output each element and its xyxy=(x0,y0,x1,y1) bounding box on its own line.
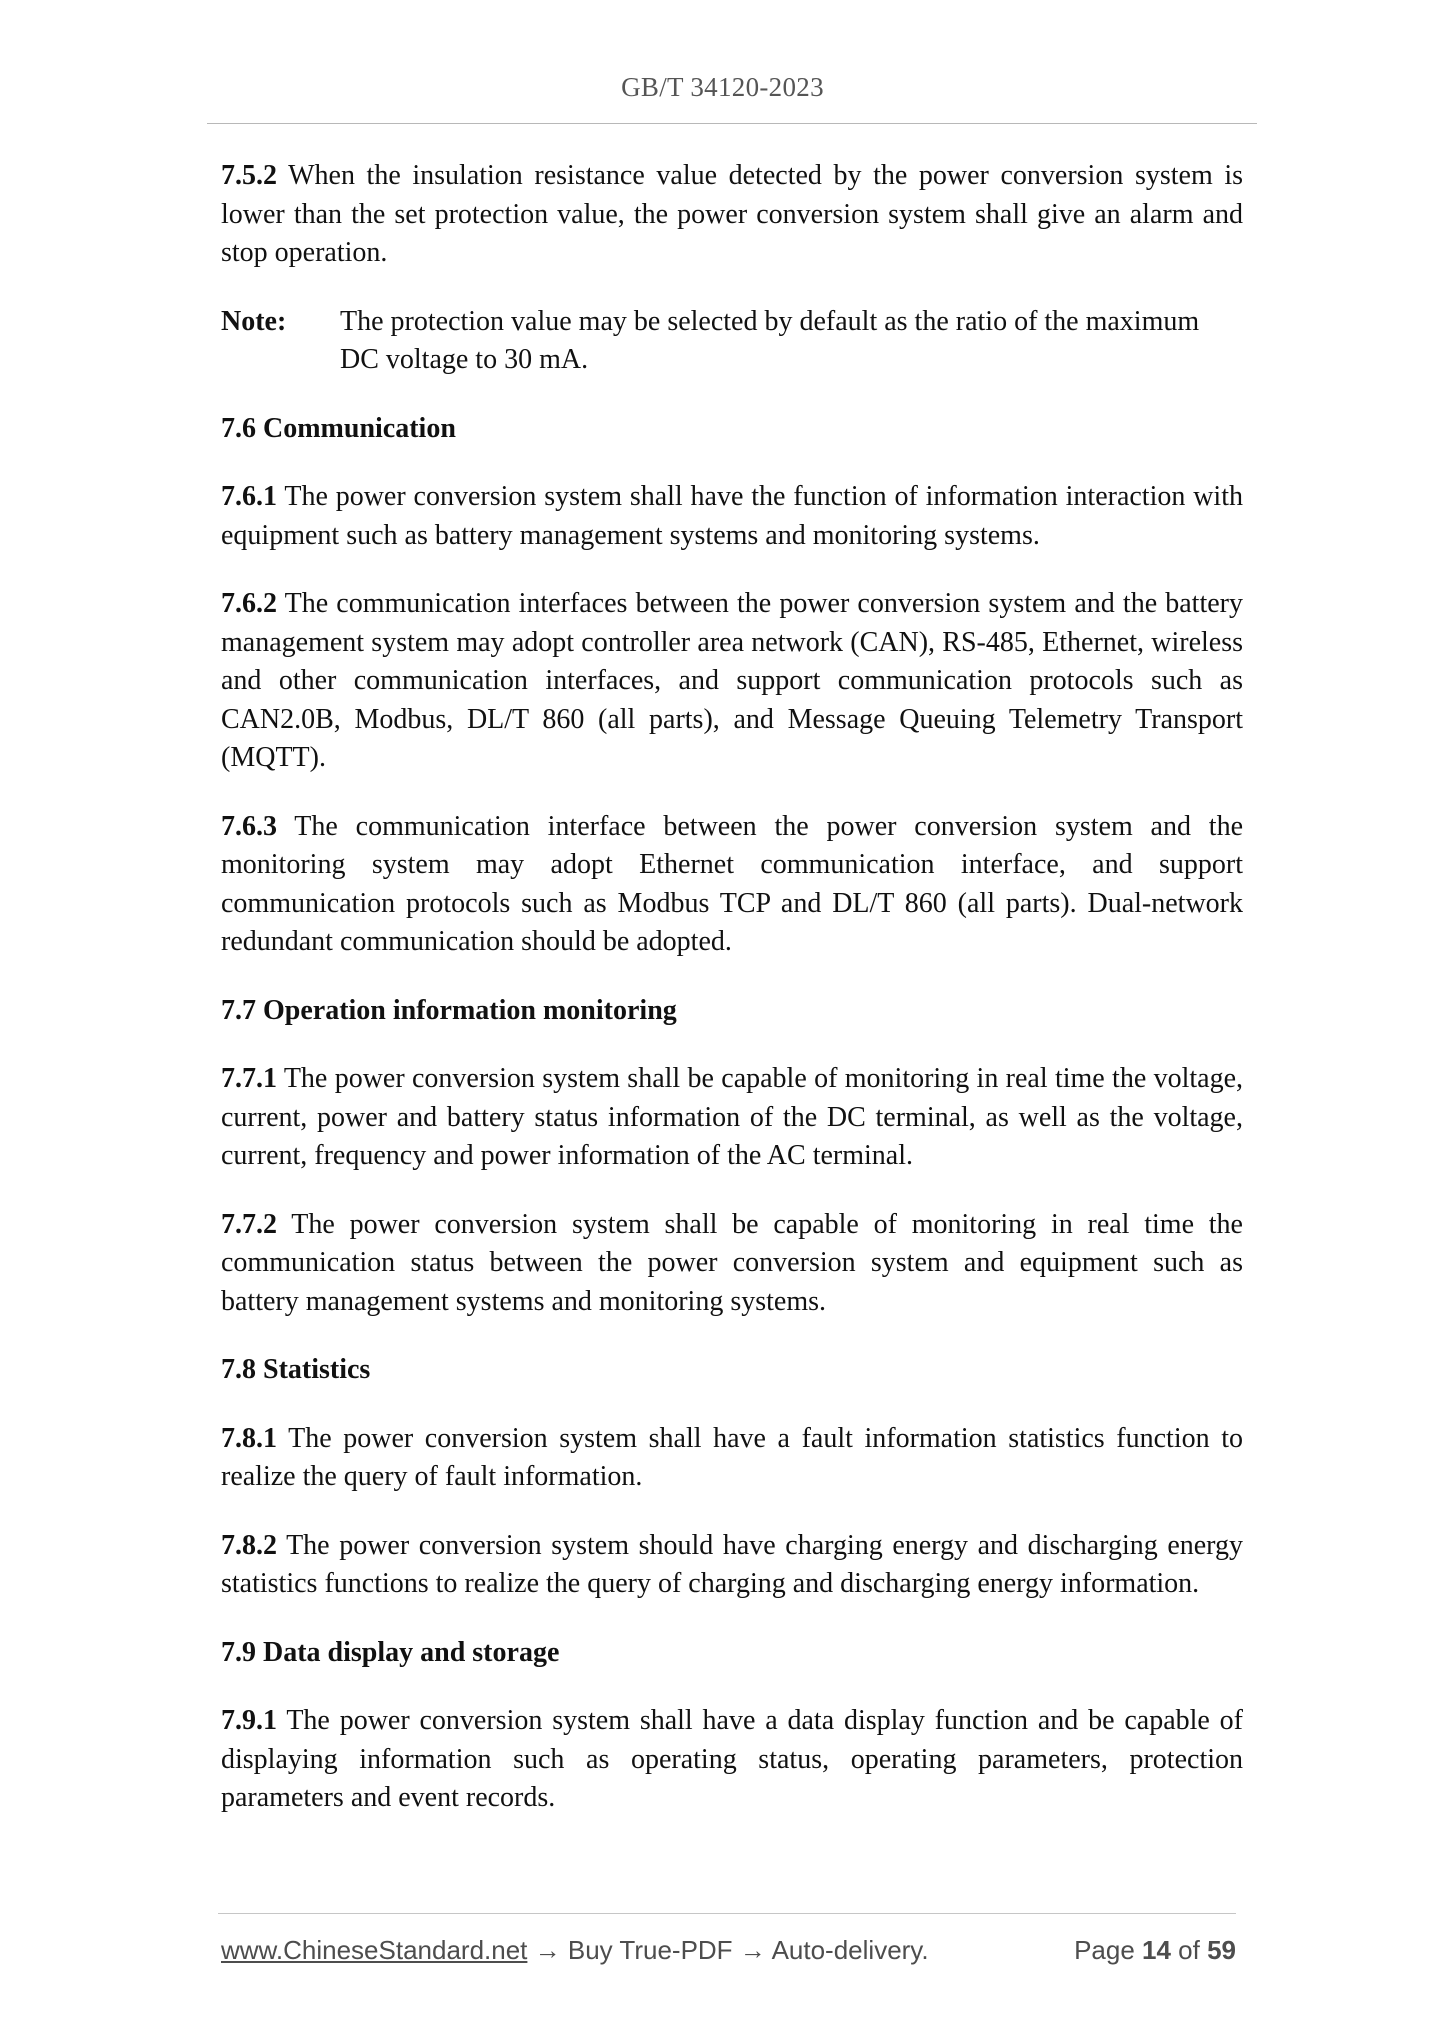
clause-number: 7.9.1 xyxy=(221,1705,277,1736)
clause-7-6-2 xyxy=(221,585,1243,778)
website-link[interactable]: www.ChineseStandard.net xyxy=(221,1935,528,1965)
page-number xyxy=(1074,1935,1236,1966)
clause-text: The power conversion system shall have a fault information statistics function to realize the query of fault information. xyxy=(221,1422,1243,1492)
clause-text: The power conversion system shall be capable of monitoring in real time the communication status between the power conversion system and equipment such as battery management systems and monitoring systems. xyxy=(221,1208,1243,1317)
clause-text: The power conversion system shall have a data display function and be capable of displaying information such as operating status, operating parameters, protection parameters and event records. xyxy=(221,1705,1243,1813)
section-heading-7-8: 7.8 Statistics xyxy=(221,1354,371,1385)
clause-7-6-1 xyxy=(221,478,1243,555)
clause-number: 7.6.3 xyxy=(221,810,277,842)
clause-number: 7.8.2 xyxy=(221,1529,277,1561)
header-divider xyxy=(207,123,1257,124)
clause-number: 7.7.2 xyxy=(221,1208,277,1240)
page-header: GB/T 34120-2023 xyxy=(621,72,824,102)
clause-number: 7.8.1 xyxy=(221,1422,277,1454)
clause-7-6-3 xyxy=(221,808,1243,962)
section-heading-7-6: 7.6 Communication xyxy=(221,412,456,444)
note-block xyxy=(221,303,1243,380)
clause-text: The power conversion system should have charging energy and discharging energy statistics functions to realize the query of charging and discharging energy information. xyxy=(221,1529,1243,1599)
clause-text: The power conversion system shall have the function of information interaction with equipment such as battery management systems and monitoring systems. xyxy=(221,481,1243,551)
clause-number: 7.5.2 xyxy=(221,160,277,191)
clause-7-5-2 xyxy=(221,157,1243,273)
page-content xyxy=(221,157,1243,1848)
footer-promo xyxy=(221,1935,929,1966)
clause-7-8-2 xyxy=(221,1527,1243,1604)
page-footer xyxy=(221,1935,1236,1966)
page-of-label: of xyxy=(1170,1935,1208,1965)
clause-7-9-1 xyxy=(221,1702,1243,1818)
clause-text: The communication interfaces between the power conversion system and the battery management system may adopt controller area network (CAN), RS-485, Ethernet, wireless and other communication interfaces, and support communication protocols such as CAN2.0B, Modbus, DL/T 860 (all parts), and Message Queuing Telemetry Transport (MQTT). xyxy=(221,588,1243,773)
clause-number: 7.6.1 xyxy=(221,481,277,512)
clause-number: 7.7.1 xyxy=(221,1063,277,1094)
clause-7-8-1 xyxy=(221,1420,1243,1497)
page-current: 14 xyxy=(1142,1935,1171,1965)
section-heading-7-9: 7.9 Data display and storage xyxy=(221,1636,560,1668)
clause-text: The communication interface between the power conversion system and the monitoring system may adopt Ethernet communication interface, and support communication protocols such as Modbus TCP and DL/T 860 (all parts). Dual-network redundant communication should be adopted. xyxy=(221,810,1243,957)
note-text: The protection value may be selected by default as the ratio of the maximum DC voltage to 30 mA. xyxy=(340,305,1200,375)
page-label: Page xyxy=(1074,1935,1143,1965)
clause-text: The power conversion system shall be capable of monitoring in real time the voltage, current, power and battery status information of the DC terminal, as well as the voltage, current, frequency and power information of the AC terminal. xyxy=(221,1063,1243,1171)
clause-7-7-2 xyxy=(221,1206,1243,1322)
clause-number: 7.6.2 xyxy=(221,588,277,619)
footer-divider xyxy=(218,1913,1236,1914)
footer-promo-text: → Buy True-PDF → Auto-delivery. xyxy=(527,1935,929,1965)
page-total: 59 xyxy=(1207,1935,1236,1965)
clause-text: When the insulation resistance value detected by the power conversion system is lower than the set protection value, the power conversion system shall give an alarm and stop operation. xyxy=(221,160,1243,268)
note-label: Note: xyxy=(221,305,287,337)
clause-7-7-1 xyxy=(221,1060,1243,1176)
section-heading-7-7: 7.7 Operation information monitoring xyxy=(221,994,677,1026)
